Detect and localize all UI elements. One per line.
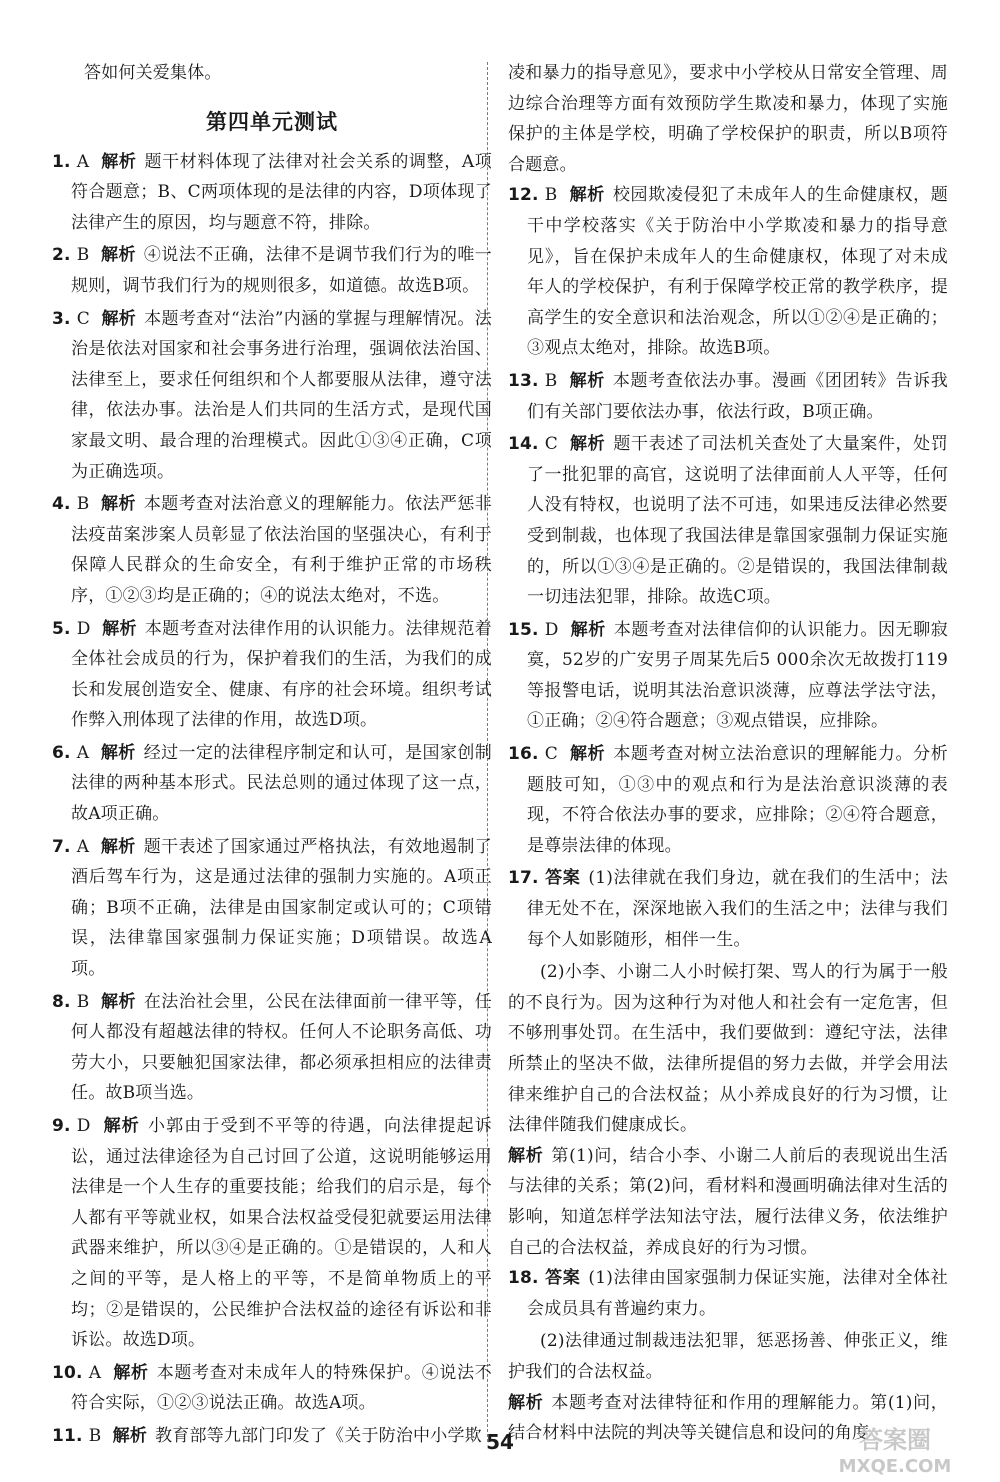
answer-item [52, 1358, 492, 1419]
answer-tag: 答案 [544, 1268, 581, 1289]
item-text: 本题考查依法办事。漫画《团团转》告诉我们有关部门要依法办事，依法行政，B项正确。 [527, 370, 948, 422]
item-number: 11. [52, 1425, 83, 1446]
item-tag: 解析 [100, 742, 136, 763]
item-text: 题干材料体现了法律对社会关系的调整，A项符合题意；B、C两项体现的是法律的内容，D项体现了法律产生的原因，均与题意不符，排除。 [71, 151, 492, 233]
item-choice: D [76, 618, 91, 639]
item-text: 本题考查对法律信仰的认识能力。因无聊寂寞，52岁的广安男子周某先后5 000余次无故拨打119等报警电话，说明其法治意识淡薄，应尊法学法守法，①正确；②④符合题意；③观点错误，应排除。 [527, 619, 948, 732]
watermark-line-2: MXQE.COM [838, 1456, 952, 1477]
answer-part-1: (1)法律就在我们身边，就在我们的生活中；法律无处不在，深深地嵌入我们的生活之中；法律与我们每个人如影随形，相伴一生。 [527, 868, 948, 950]
item-number: 5. [52, 618, 71, 639]
item-number: 17. [508, 868, 539, 889]
item-text: 题干表述了司法机关查处了大量案件，处罚了一批犯罪的高官，这说明了法律面前人人平等，任何人没有特权，也说明了法不可违，如果违反法律必然要受到制裁，也体现了我国法律是靠国家强制力保证实施的，所以①③④是正确的。②是错误的，我国法律制裁一切违法犯罪，排除。故选C项。 [527, 434, 948, 608]
answer-part-1: (1)法律由国家强制力保证实施，法律对全体社会成员具有普遍约束力。 [527, 1268, 948, 1319]
item-choice: A [76, 151, 90, 172]
left-column [52, 58, 492, 1454]
item-number: 8. [52, 991, 71, 1012]
item-tag: 解析 [570, 744, 606, 765]
page-number: 54 [486, 1430, 514, 1454]
answer-item [52, 987, 492, 1109]
item-text: 教育部等九部门印发了《关于防治中小学欺 [155, 1425, 482, 1446]
analysis-tag: 解析 [508, 1392, 544, 1413]
analysis-text: 第(1)问，结合小李、小谢二人前后的表现说出生活与法律的关系；第(2)问，看材料和漫画明确法律对生活的影响，知道怎样学法知法守法，履行法律义务，依法维护自己的合法权益，养成良好的行为习惯。 [508, 1145, 948, 1258]
item-tag: 解析 [103, 1116, 140, 1136]
answer-item [508, 366, 948, 427]
question-17-answer [508, 863, 948, 955]
section-title: 第四单元测试 [206, 109, 338, 134]
item-text: 本题考查对法治意义的理解能力。依法严惩非法疫苗案涉案人员彰显了依法治国的坚强决心，有利于保障人民群众的生命安全，有利于维护正常的市场秩序，①②③均是正确的；④的说法太绝对，不选。 [71, 494, 493, 606]
item-text: 本题考查对“法治”内涵的掌握与理解情况。法治是依法对国家和社会事务进行治理，强调依法治国、法律至上，要求任何组织和个人都要服从法律，遵守法律，依法办事。法治是人们共同的生活方式，是现代国家最文明、最合理的治理模式。因此①③④正确，C项为正确选项。 [71, 308, 492, 482]
item-tag: 解析 [113, 1362, 149, 1383]
item-tag: 解析 [100, 836, 136, 857]
item-choice: B [544, 370, 558, 391]
answer-item [508, 180, 948, 364]
item-text: 本题考查对法律作用的认识能力。法律规范着全体社会成员的行为，保护着我们的生活，为我们的成长和发展创造安全、健康、有序的社会环境。组织考试作弊入刑体现了法律的作用，故选D项。 [71, 618, 492, 731]
item-text: 本题考查对树立法治意识的理解能力。分析题肢可知，①③中的观点和行为是法治意识淡薄的表现，不符合依法办事的要求，应排除；②④符合题意，是尊崇法律的体现。 [527, 744, 948, 856]
item-tag: 解析 [101, 151, 137, 172]
item-tag: 解析 [101, 991, 136, 1012]
question-17-analysis [508, 1141, 948, 1263]
item-text: 题干表述了国家通过严格执法，有效地遏制了酒后驾车行为，这是通过法律的强制力实施的。A项正确；B项不正确，法律是由国家制定或认可的；C项错误，法律靠国家强制力保证实施；D项错误。故选A项。 [71, 836, 493, 980]
answer-item [52, 147, 492, 239]
item-number: 14. [508, 434, 539, 455]
item-tag: 解析 [570, 619, 606, 640]
item-choice: D [76, 1116, 91, 1136]
watermark-logo [810, 1422, 980, 1477]
item-tag: 解析 [102, 618, 137, 639]
item-number: 7. [52, 836, 71, 857]
item-choice: A [76, 742, 90, 763]
item-choice: D [544, 619, 559, 640]
item-choice: B [544, 185, 558, 206]
item-tag: 解析 [569, 185, 605, 206]
answer-item [508, 615, 948, 737]
item-number: 16. [508, 744, 539, 765]
item-number: 12. [508, 185, 539, 206]
item-choice: C [544, 434, 558, 455]
item-number: 10. [52, 1362, 83, 1383]
item-text: 小郭由于受到不平等的待遇，向法律提起诉讼，通过法律途径为自己讨回了公道，这说明能够运用法律是一个人生存的重要技能；给我们的启示是，每个人都有平等就业权，如果合法权益受侵犯就要运用法律武器来维护，所以③④是正确的。①是错误的，人和人之间的平等，是人格上的平等，不是简单物质上的平均；②是错误的，公民维护合法权益的途径有诉讼和非诉讼。故选D项。 [71, 1116, 492, 1351]
item-tag: 解析 [101, 494, 136, 515]
item-tag: 解析 [101, 308, 137, 329]
answer-item [52, 489, 492, 611]
item-choice: C [76, 308, 90, 329]
answer-item [52, 832, 492, 985]
item-choice: A [76, 836, 90, 857]
item-text: 经过一定的法律程序制定和认可，是国家创制法律的两种基本形式。民法总则的通过体现了这一点，故A项正确。 [71, 742, 493, 825]
question-18-answer [508, 1263, 948, 1324]
item-choice: A [88, 1362, 102, 1383]
watermark-line-1: 答案圈 [859, 1426, 931, 1454]
answer-item [508, 739, 948, 861]
item-text: 校园欺凌侵犯了未成年人的生命健康权，题干中学校落实《关于防治中小学欺凌和暴力的指导意见》，旨在保护未成年人的生命健康权，体现了对未成年人的学校保护，有利于保障学校正常的教学秩序，提高学生的安全意识和法治观念，所以①②④是正确的；③观点太绝对，排除。故选B项。 [527, 185, 948, 359]
answer-tag: 答案 [544, 868, 581, 889]
answer-item [52, 614, 492, 736]
item-11-continuation: 凌和暴力的指导意见》，要求中小学校从日常安全管理、周边综合治理等方面有效预防学生欺凌和暴力，体现了实施保护的主体是学校，明确了学校保护的职责，所以B项符合题意。 [508, 63, 948, 175]
item-text: 本题考查对未成年人的特殊保护。④说法不符合实际，①②③说法正确。故选A项。 [71, 1362, 492, 1414]
analysis-tag: 解析 [508, 1145, 544, 1166]
item-choice: B [76, 494, 90, 515]
item-text: ④说法不正确，法律不是调节我们行为的唯一规则，调节我们行为的规则很多，如道德。故选B项。 [71, 245, 493, 296]
item-number: 4. [52, 494, 71, 515]
item-choice: B [88, 1425, 102, 1446]
question-17-answer-part-2: (2)小李、小谢二人小时候打架、骂人的行为属于一般的不良行为。因为这种行为对他人和社会有一定危害，但不够刑事处罚。在生活中，我们要做到：遵纪守法，法律所禁止的坚决不做，法律所提倡的努力去做，并学会用法律来维护自己的合法权益；从小养成良好的行为习惯，让法律伴随我们健康成长。 [508, 962, 948, 1136]
answer-item [52, 738, 492, 830]
lead-text: 答如何关爱集体。 [84, 63, 222, 83]
item-number: 6. [52, 742, 71, 763]
analysis-text: 本题考查对法律特征和作用的理解能力。第(1)问，结合材料中法院的判决等关键信息和设问的角度 [508, 1392, 948, 1444]
item-choice: B [76, 991, 90, 1012]
item-number: 13. [508, 370, 539, 391]
left-items [52, 147, 492, 1452]
item-tag: 解析 [112, 1425, 148, 1446]
item-choice: C [544, 744, 558, 765]
item-number: 3. [52, 308, 71, 329]
question-18-answer-part-2: (2)法律通过制裁违法犯罪，惩恶扬善、伸张正义，维护我们的合法权益。 [508, 1331, 948, 1382]
answer-item [508, 429, 948, 613]
answer-item [52, 1111, 492, 1356]
answer-item [52, 240, 492, 301]
item-number: 9. [52, 1116, 71, 1136]
item-number: 18. [508, 1268, 539, 1289]
item-number: 1. [52, 151, 71, 172]
item-number: 2. [52, 245, 71, 266]
item-text: 在法治社会里，公民在法律面前一律平等，任何人都没有超越法律的特权。任何人不论职务高低、功劳大小，只要触犯国家法律，都必须承担相应的法律责任。故B项当选。 [71, 991, 493, 1104]
answer-item [52, 304, 492, 488]
right-column [508, 58, 948, 1449]
item-choice: B [76, 245, 90, 266]
item-tag: 解析 [570, 434, 606, 455]
item-number: 15. [508, 619, 539, 640]
item-tag: 解析 [101, 245, 136, 266]
item-tag: 解析 [569, 370, 605, 391]
